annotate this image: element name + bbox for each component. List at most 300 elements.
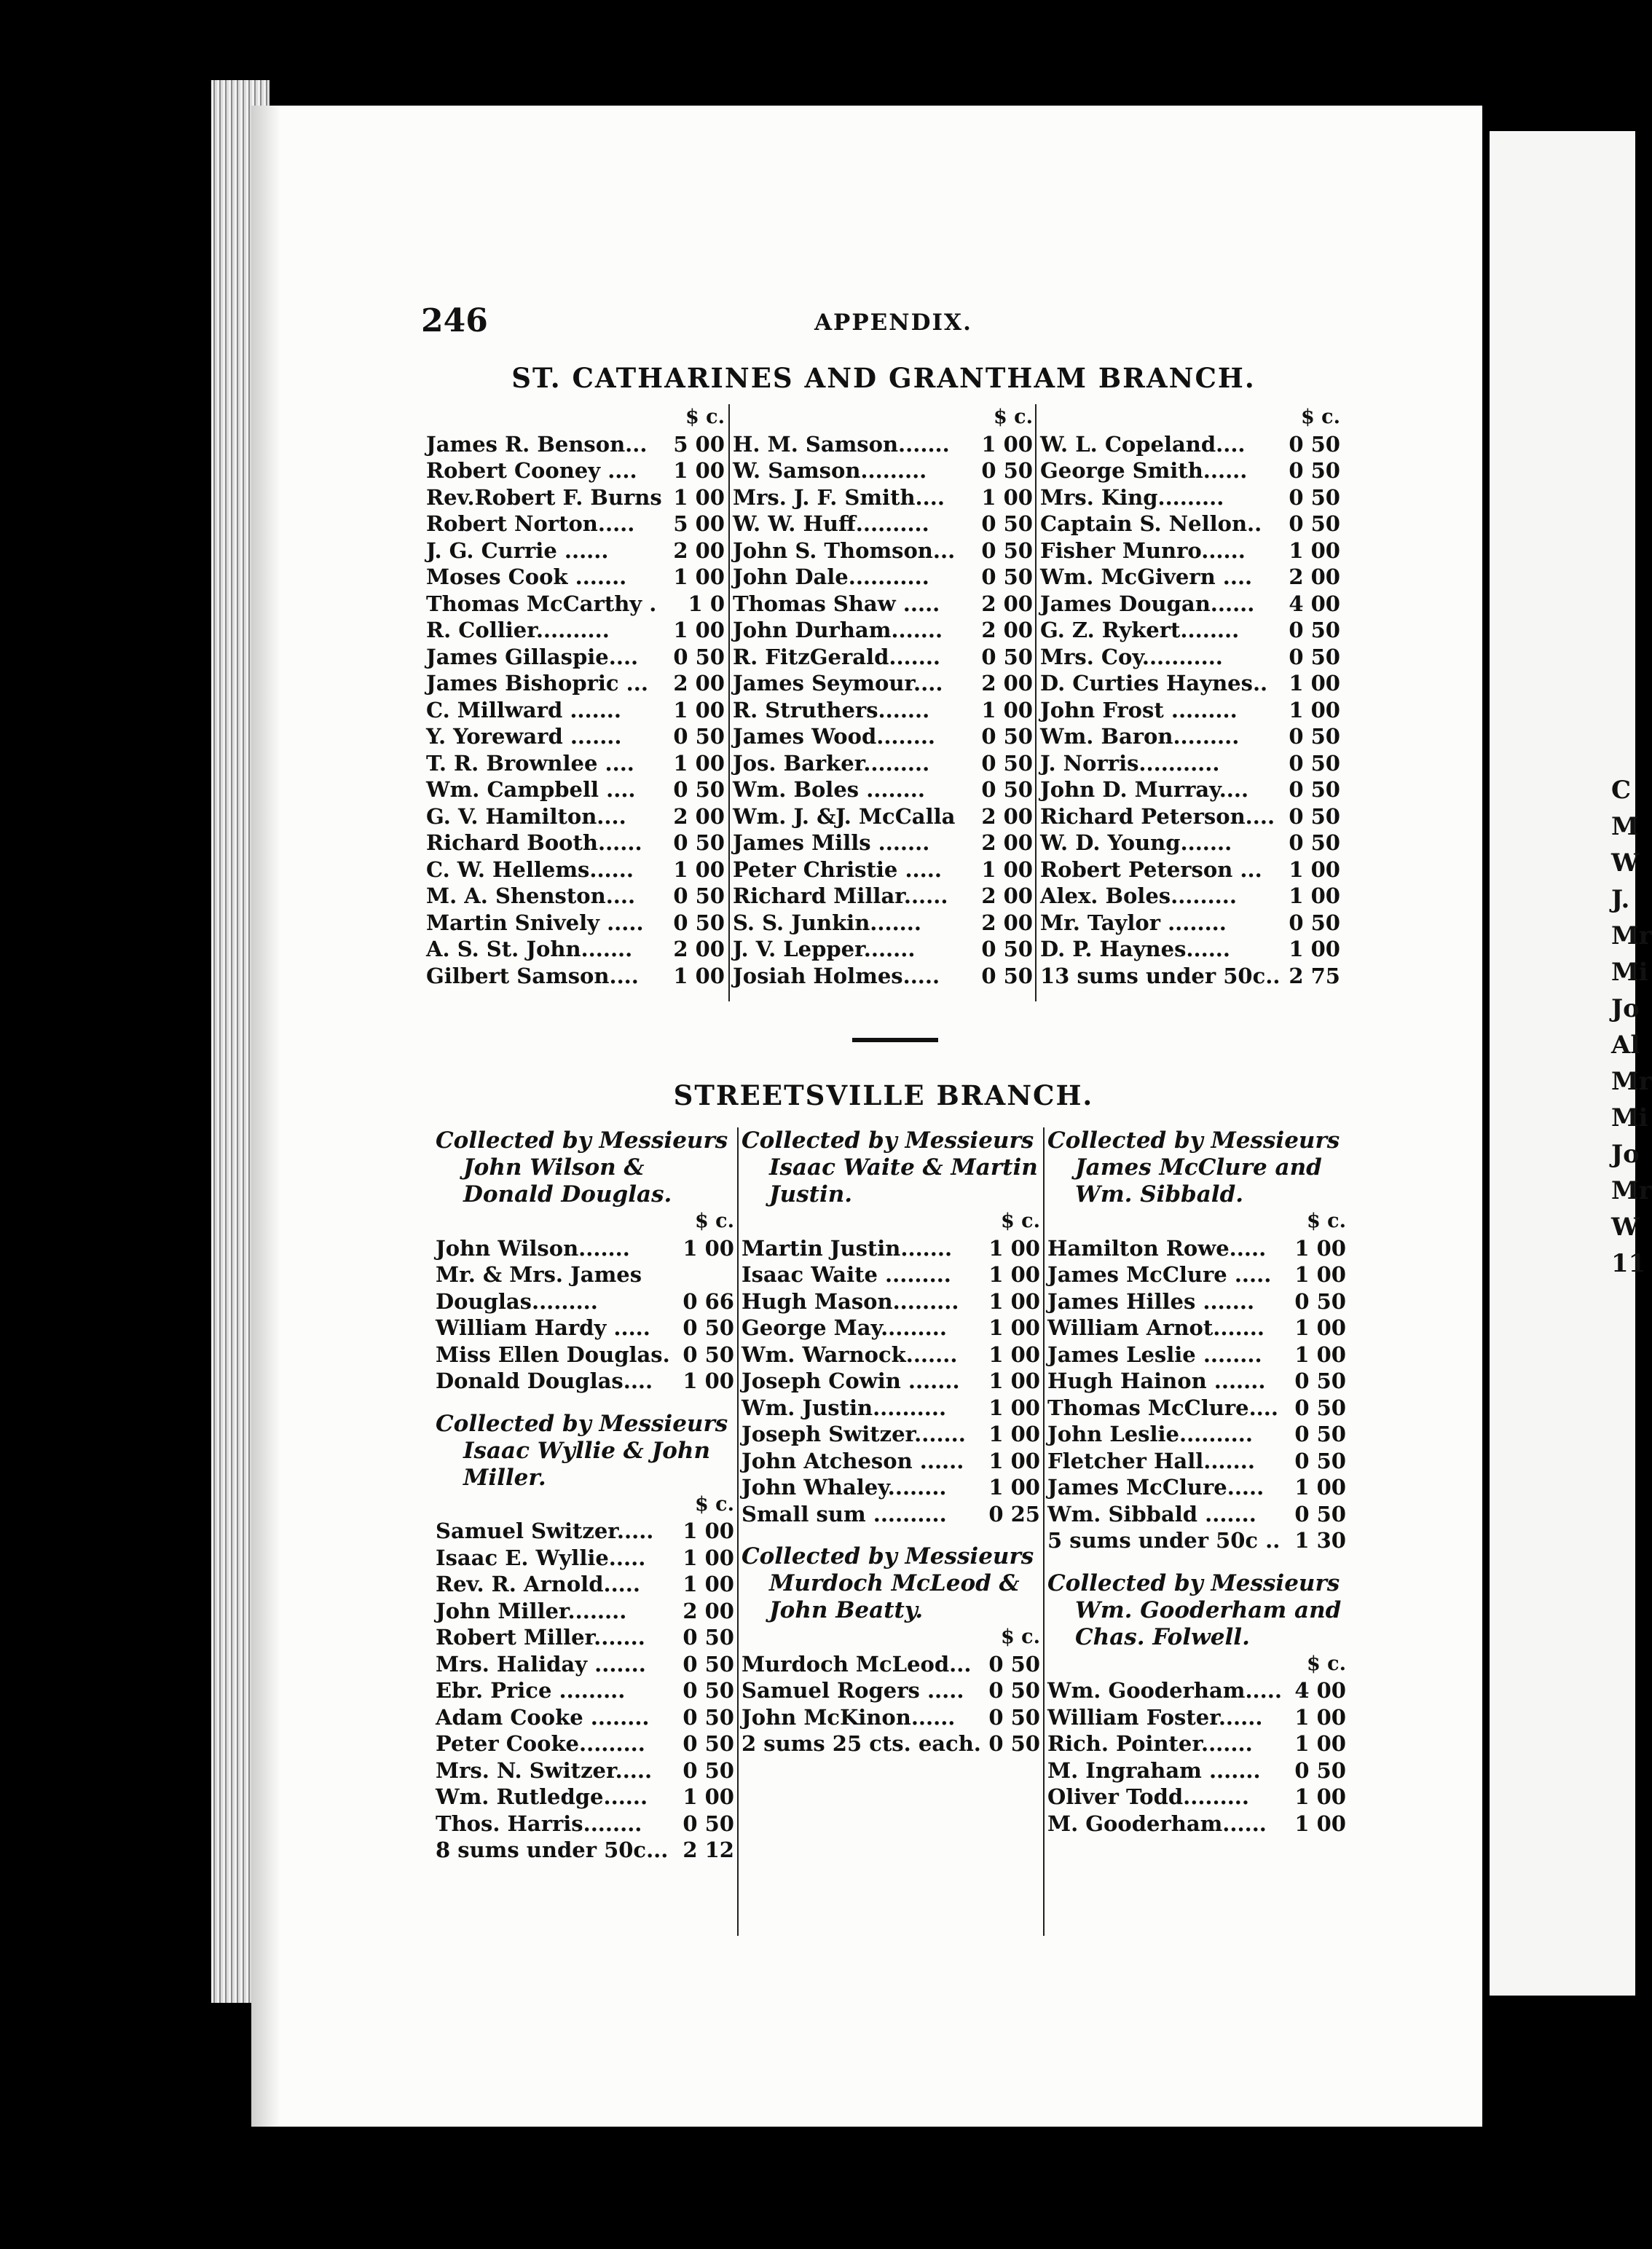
contribution-amount: 1 00 xyxy=(981,431,1033,457)
contributor-name: Peter Christie ..... xyxy=(733,856,942,882)
entry-row xyxy=(742,1421,1040,1448)
contributor-name: James Hilles ....... xyxy=(1047,1288,1255,1314)
contributor-name: Wm. Justin.......... xyxy=(742,1395,947,1420)
entry-row xyxy=(426,803,725,830)
contribution-amount: 2 00 xyxy=(981,830,1033,855)
contribution-amount: 1 00 xyxy=(988,1448,1040,1473)
contribution-amount: 0 50 xyxy=(1289,724,1340,749)
contributor-name: James McClure ..... xyxy=(1047,1262,1272,1287)
entry-row xyxy=(1040,617,1340,644)
contributor-name: Peter Cooke......... xyxy=(436,1731,645,1756)
contributor-name: James Mills ....... xyxy=(733,830,930,855)
group-spacer xyxy=(436,1395,734,1411)
branch1-column-1 xyxy=(426,404,725,989)
amount-unit-label: $ c. xyxy=(1000,1626,1040,1648)
entry-row xyxy=(436,1518,734,1545)
contribution-amount: 0 50 xyxy=(981,777,1033,802)
contributor-name: Y. Yoreward ....... xyxy=(426,724,622,749)
entry-row xyxy=(733,803,1033,830)
entry-row xyxy=(742,1501,1040,1528)
adjacent-page-fragment: Mi xyxy=(1611,958,1648,987)
adjacent-page-fragment: C xyxy=(1611,776,1632,805)
contribution-amount: 0 50 xyxy=(683,1757,734,1783)
entry-row xyxy=(1047,1784,1346,1811)
entry-row xyxy=(742,1395,1040,1422)
contribution-amount xyxy=(669,1261,734,1288)
entry-row xyxy=(742,1342,1040,1368)
entry-row xyxy=(733,484,1033,511)
contributor-name: James Bishopric ... xyxy=(426,671,648,696)
contributor-name: Wm. Sibbald ....... xyxy=(1047,1501,1256,1527)
contributor-name: R. Collier.......... xyxy=(426,618,610,642)
entry-row xyxy=(733,936,1033,963)
contribution-amount: 0 50 xyxy=(1294,1368,1346,1393)
entry-row xyxy=(436,1545,734,1572)
contribution-amount: 0 50 xyxy=(1289,431,1340,457)
contribution-amount: 1 00 xyxy=(1294,1315,1346,1340)
contributor-name: R. Struthers....... xyxy=(733,697,930,722)
contribution-amount: 0 50 xyxy=(988,1704,1040,1730)
contributor-name: W. Samson......... xyxy=(733,458,927,483)
contribution-amount: 1 00 xyxy=(988,1342,1040,1367)
contributor-name: James Dougan...... xyxy=(1040,591,1255,616)
amount-header xyxy=(733,404,1033,431)
entry-row xyxy=(426,936,725,963)
contribution-amount: 1 00 xyxy=(1294,1784,1346,1809)
entry-row xyxy=(426,750,725,777)
entry-row xyxy=(1047,1368,1346,1395)
contributor-name: Captain S. Nellon.. xyxy=(1040,511,1262,536)
contribution-amount: 0 50 xyxy=(981,537,1033,563)
entry-row xyxy=(733,431,1033,458)
entry-row xyxy=(426,776,725,803)
entry-row xyxy=(436,1342,734,1368)
adjacent-page-fragment: 11 xyxy=(1611,1249,1646,1278)
contribution-amount: 1 00 xyxy=(981,697,1033,722)
contributor-name: William Arnot....... xyxy=(1047,1315,1264,1340)
entry-row xyxy=(436,1624,734,1651)
contribution-amount: 0 50 xyxy=(1289,511,1340,536)
entry-row xyxy=(1047,1677,1346,1704)
running-header xyxy=(421,302,1346,346)
contributor-name: W. L. Copeland.... xyxy=(1040,431,1246,457)
entry-row xyxy=(733,697,1033,724)
entry-row xyxy=(436,1261,734,1288)
entry-row xyxy=(436,1315,734,1342)
contribution-amount: 1 00 xyxy=(1289,937,1340,961)
contribution-amount: 0 50 xyxy=(683,1315,734,1340)
entry-row xyxy=(426,484,725,511)
entry-row xyxy=(436,1784,734,1811)
contributor-name: Ebr. Price ......... xyxy=(436,1678,626,1703)
contribution-amount: 2 00 xyxy=(981,671,1033,696)
amount-header xyxy=(1047,1651,1346,1678)
contribution-amount: 1 00 xyxy=(673,856,725,882)
contribution-amount: 1 00 xyxy=(1294,1704,1346,1730)
amount-unit-label: $ c. xyxy=(1306,1210,1346,1232)
contributor-name: T. R. Brownlee .... xyxy=(426,750,634,776)
contribution-amount: 0 50 xyxy=(1289,777,1340,802)
adjacent-page-fragment: Jo xyxy=(1611,994,1640,1023)
entry-row xyxy=(733,723,1033,750)
contribution-amount: 1 00 xyxy=(1294,1235,1346,1261)
group-spacer xyxy=(1047,1554,1346,1570)
adjacent-page-fragment: M xyxy=(1611,812,1639,841)
contribution-amount: 1 00 xyxy=(683,1368,734,1393)
contribution-amount: 1 00 xyxy=(1289,883,1340,908)
entry-row xyxy=(1040,883,1340,910)
contribution-amount: 1 00 xyxy=(1289,537,1340,563)
entry-row xyxy=(733,963,1033,990)
contributor-name: Richard Millar...... xyxy=(733,883,948,908)
entry-row xyxy=(1047,1261,1346,1288)
contributor-name: Hamilton Rowe..... xyxy=(1047,1235,1267,1261)
contributor-name: R. FitzGerald....... xyxy=(733,644,941,669)
contributor-name: Robert Miller....... xyxy=(436,1625,645,1650)
entry-row xyxy=(733,883,1033,910)
contributor-name: John D. Murray.... xyxy=(1040,777,1249,802)
adjacent-page-fragment: Mi xyxy=(1611,1103,1648,1133)
contribution-amount: 1 00 xyxy=(683,1784,734,1809)
contribution-amount: 0 50 xyxy=(1289,803,1340,829)
adjacent-page-fragment: Mr xyxy=(1611,1067,1652,1096)
contributor-name: John McKinon...... xyxy=(742,1704,956,1730)
contribution-amount: 1 00 xyxy=(673,750,725,776)
contributor-name: Wm. McGivern .... xyxy=(1040,564,1253,589)
entry-row xyxy=(733,670,1033,697)
entry-row xyxy=(1040,537,1340,564)
contributor-name: Alex. Boles......... xyxy=(1040,883,1237,908)
contribution-amount: 1 30 xyxy=(1294,1528,1346,1553)
contribution-amount: 1 00 xyxy=(1294,1475,1346,1500)
branch2-column-2 xyxy=(742,1127,1040,1757)
contribution-amount: 2 00 xyxy=(981,618,1033,642)
contributor-name: Fletcher Hall....... xyxy=(1047,1448,1255,1473)
contribution-amount: 0 50 xyxy=(988,1678,1040,1703)
entry-row xyxy=(1040,910,1340,937)
entry-row xyxy=(1040,564,1340,591)
contribution-amount: 0 50 xyxy=(1289,830,1340,855)
contribution-amount: 1 00 xyxy=(1294,1342,1346,1367)
contributor-name: M. A. Shenston.... xyxy=(426,883,636,908)
contribution-amount: 1 00 xyxy=(1294,1731,1346,1756)
contributor-name: Wm. Campbell .... xyxy=(426,777,636,802)
contributor-name: 2 sums 25 cts. each. xyxy=(742,1731,981,1756)
contribution-amount: 0 50 xyxy=(673,777,725,802)
contributor-name: Wm. Warnock....... xyxy=(742,1342,958,1367)
contribution-amount: 1 00 xyxy=(988,1475,1040,1500)
contributor-name: Fisher Munro...... xyxy=(1040,537,1246,563)
entry-row xyxy=(1047,1730,1346,1757)
contributor-name: C. W. Hellems...... xyxy=(426,856,634,882)
contribution-amount: 0 50 xyxy=(1289,458,1340,483)
entry-row xyxy=(1040,457,1340,484)
adjacent-page-fragment: Mr xyxy=(1611,921,1652,950)
contributor-name: Douglas......... xyxy=(436,1288,598,1314)
contribution-amount: 0 50 xyxy=(683,1731,734,1756)
entry-row xyxy=(742,1368,1040,1395)
entry-row xyxy=(742,1315,1040,1342)
entry-row xyxy=(733,644,1033,671)
collector-heading: Collected by Messieurs Murdoch McLeod & John Beatty. xyxy=(742,1543,1034,1623)
entry-row xyxy=(426,670,725,697)
contributor-name: James Gillaspie.... xyxy=(426,644,639,669)
entry-row xyxy=(436,1757,734,1784)
contribution-amount: 2 00 xyxy=(981,883,1033,908)
adjacent-page-fragment: W xyxy=(1611,848,1640,878)
contribution-amount: 1 00 xyxy=(683,1545,734,1570)
contribution-amount: 2 00 xyxy=(673,537,725,563)
collector-heading: Collected by Messieurs Isaac Wyllie & John Miller. xyxy=(436,1410,728,1491)
entry-row xyxy=(1040,830,1340,856)
adjacent-page-fragment: W xyxy=(1611,1213,1640,1242)
contributor-name: Isaac Waite ......... xyxy=(742,1262,951,1287)
contributor-name: Moses Cook ....... xyxy=(426,564,627,589)
contribution-amount: 1 00 xyxy=(673,963,725,988)
contributor-name: Rich. Pointer....... xyxy=(1047,1731,1253,1756)
entry-row xyxy=(1047,1474,1346,1501)
amount-unit-label: $ c. xyxy=(685,406,725,428)
contribution-amount: 5 00 xyxy=(673,431,725,457)
amount-header xyxy=(436,1208,734,1235)
contributor-name: James R. Benson... xyxy=(426,431,648,457)
contributor-name: Small sum .......... xyxy=(742,1501,947,1527)
contributor-name: John Whaley........ xyxy=(742,1475,947,1500)
contributor-name: Thomas McClure.... xyxy=(1047,1395,1278,1420)
entry-row xyxy=(1047,1395,1346,1422)
contributor-name: Thomas McCarthy . xyxy=(426,591,657,616)
entry-row xyxy=(742,1651,1040,1678)
entry-row xyxy=(436,1677,734,1704)
contribution-amount: 1 00 xyxy=(673,458,725,483)
contribution-amount: 2 75 xyxy=(1289,963,1340,988)
contribution-amount: 0 50 xyxy=(1289,910,1340,935)
entry-row xyxy=(733,856,1033,883)
contributor-name: Mrs. J. F. Smith.... xyxy=(733,484,945,510)
contributor-name: Mr. & Mrs. James xyxy=(436,1262,642,1287)
contribution-amount: 4 00 xyxy=(1294,1678,1346,1703)
entry-row xyxy=(1040,936,1340,963)
contribution-amount: 1 00 xyxy=(683,1572,734,1596)
contribution-amount: 2 00 xyxy=(981,591,1033,616)
contributor-name: Wm. Baron......... xyxy=(1040,724,1240,749)
contributor-name: D. Curties Haynes.. xyxy=(1040,671,1268,696)
entry-row xyxy=(436,1704,734,1731)
entry-row xyxy=(436,1235,734,1262)
contribution-amount: 1 00 xyxy=(1289,697,1340,722)
contribution-amount: 1 00 xyxy=(988,1422,1040,1446)
entry-row xyxy=(733,457,1033,484)
contributor-name: Josiah Holmes..... xyxy=(733,963,940,988)
contribution-amount: 0 50 xyxy=(1294,1501,1346,1527)
contribution-amount: 2 00 xyxy=(1289,564,1340,589)
contributor-name: Thomas Shaw ..... xyxy=(733,591,940,616)
entry-row xyxy=(1040,963,1340,990)
column-divider xyxy=(1035,404,1037,1001)
contributor-name: Jos. Barker......... xyxy=(733,750,930,776)
contributor-name: G. V. Hamilton.... xyxy=(426,803,626,829)
contributor-name: Richard Peterson.... xyxy=(1040,803,1275,829)
contributor-name: John Miller........ xyxy=(436,1598,627,1623)
entry-row xyxy=(426,564,725,591)
contribution-amount: 0 50 xyxy=(981,963,1033,988)
contributor-name: Robert Peterson ... xyxy=(1040,856,1262,882)
amount-header xyxy=(742,1624,1040,1651)
entry-row xyxy=(426,830,725,856)
entry-row xyxy=(1040,697,1340,724)
contribution-amount: 0 66 xyxy=(683,1288,734,1314)
contributor-name: 5 sums under 50c .. xyxy=(1047,1528,1281,1553)
entry-row xyxy=(1040,856,1340,883)
contributor-name: Richard Booth...... xyxy=(426,830,642,855)
contributor-name: Martin Snively ..... xyxy=(426,910,644,935)
entry-row xyxy=(1040,431,1340,458)
entry-row xyxy=(426,697,725,724)
contributor-name: George Smith...... xyxy=(1040,458,1248,483)
contribution-amount: 1 00 xyxy=(683,1235,734,1261)
entry-row xyxy=(426,617,725,644)
contributor-name: Mrs. King......... xyxy=(1040,484,1224,510)
contribution-amount: 0 50 xyxy=(683,1704,734,1730)
contribution-amount: 0 50 xyxy=(1294,1448,1346,1473)
contributor-name: Miss Ellen Douglas. xyxy=(436,1342,670,1367)
contributor-name: J. G. Currie ...... xyxy=(426,537,609,563)
entry-row xyxy=(742,1261,1040,1288)
branch-title-st-catharines: ST. CATHARINES AND GRANTHAM BRANCH. xyxy=(511,362,1256,394)
entry-row xyxy=(426,883,725,910)
contribution-amount: 1 00 xyxy=(673,618,725,642)
contributor-name: Donald Douglas.... xyxy=(436,1368,653,1393)
contributor-name: C. Millward ....... xyxy=(426,697,621,722)
contribution-amount: 0 50 xyxy=(1289,618,1340,642)
contribution-amount: 0 50 xyxy=(1294,1288,1346,1314)
contributor-name: John Dale........... xyxy=(733,564,929,589)
contribution-amount: 0 50 xyxy=(981,564,1033,589)
contribution-amount: 0 50 xyxy=(981,937,1033,961)
contributor-name: Mrs. N. Switzer..... xyxy=(436,1757,653,1783)
entry-row xyxy=(742,1730,1040,1757)
contributor-name: George May......... xyxy=(742,1315,947,1340)
contributor-name: John Frost ......... xyxy=(1040,697,1238,722)
contributor-name: John Leslie.......... xyxy=(1047,1422,1253,1446)
contribution-amount: 0 25 xyxy=(988,1501,1040,1527)
contribution-amount: 0 50 xyxy=(981,644,1033,669)
contribution-amount: 0 50 xyxy=(683,1811,734,1836)
adjacent-page-fragment: Mr xyxy=(1611,1176,1652,1205)
contribution-amount: 1 00 xyxy=(981,856,1033,882)
entry-row xyxy=(426,856,725,883)
contribution-amount: 0 50 xyxy=(988,1731,1040,1756)
contribution-amount: 0 50 xyxy=(683,1651,734,1677)
contribution-amount: 1 00 xyxy=(1289,671,1340,696)
entry-row xyxy=(733,617,1033,644)
adjacent-page-fragment: J. xyxy=(1611,885,1630,914)
entry-row xyxy=(1047,1757,1346,1784)
contributor-name: 8 sums under 50c... xyxy=(436,1838,669,1862)
amount-unit-label: $ c. xyxy=(1306,1652,1346,1675)
entry-row xyxy=(1047,1501,1346,1528)
entry-row xyxy=(733,537,1033,564)
contribution-amount: 4 00 xyxy=(1289,591,1340,616)
contributor-name: James McClure..... xyxy=(1047,1475,1264,1500)
contributor-name: William Hardy ..... xyxy=(436,1315,650,1340)
amount-header xyxy=(436,1492,734,1519)
entry-row xyxy=(1047,1342,1346,1368)
contribution-amount: 1 00 xyxy=(673,484,725,510)
amount-unit-label: $ c. xyxy=(1300,406,1340,428)
column-divider xyxy=(728,404,730,1001)
contributor-name: Wm. J. &J. McCalla xyxy=(733,803,956,829)
contribution-amount: 1 00 xyxy=(988,1262,1040,1287)
contribution-amount: 0 50 xyxy=(1294,1395,1346,1420)
contributor-name: John S. Thomson... xyxy=(733,537,956,563)
entry-row xyxy=(436,1368,734,1395)
contribution-amount: 0 50 xyxy=(1289,644,1340,669)
contributor-name: Thos. Harris........ xyxy=(436,1811,642,1836)
contribution-amount: 1 0 xyxy=(688,591,725,616)
contribution-amount: 0 50 xyxy=(673,724,725,749)
contributor-name: Rev.Robert F. Burns xyxy=(426,484,662,510)
amount-header xyxy=(742,1208,1040,1235)
entry-row xyxy=(1047,1448,1346,1475)
entry-row xyxy=(1040,591,1340,618)
amount-unit-label: $ c. xyxy=(1000,1210,1040,1232)
contributor-name: James Seymour.... xyxy=(733,671,943,696)
collector-heading: Collected by Messieurs James McClure and Wm. Sibbald. xyxy=(1047,1127,1340,1208)
contribution-amount: 0 50 xyxy=(673,910,725,935)
contribution-amount: 1 00 xyxy=(673,564,725,589)
entry-row xyxy=(1040,750,1340,777)
section-rule xyxy=(852,1038,938,1042)
entry-row xyxy=(426,723,725,750)
page-gutter-shadow xyxy=(251,106,280,2127)
entry-row xyxy=(1040,803,1340,830)
contributor-name: Rev. R. Arnold..... xyxy=(436,1572,640,1596)
contributor-name: J. Norris........... xyxy=(1040,750,1220,776)
entry-row xyxy=(426,457,725,484)
contribution-amount: 2 00 xyxy=(683,1598,734,1623)
contributor-name: Robert Norton..... xyxy=(426,511,635,536)
contribution-amount: 0 50 xyxy=(683,1678,734,1703)
contribution-amount: 2 00 xyxy=(673,671,725,696)
contributor-name: M. Ingraham ....... xyxy=(1047,1757,1261,1783)
amount-header xyxy=(426,404,725,431)
entry-row xyxy=(733,511,1033,537)
entry-row xyxy=(436,1811,734,1838)
contribution-amount: 2 00 xyxy=(981,910,1033,935)
amount-unit-label: $ c. xyxy=(694,1492,734,1516)
entry-row xyxy=(426,591,725,618)
entry-row xyxy=(436,1571,734,1598)
collector-heading: Collected by Messieurs John Wilson & Donald Douglas. xyxy=(436,1127,728,1208)
contributor-name: Samuel Rogers ..... xyxy=(742,1678,964,1703)
contribution-amount: 0 50 xyxy=(981,750,1033,776)
contribution-amount: 0 50 xyxy=(988,1651,1040,1677)
contributor-name: Hugh Mason......... xyxy=(742,1288,959,1314)
entry-row xyxy=(742,1448,1040,1475)
entry-row xyxy=(426,537,725,564)
amount-header xyxy=(1040,404,1340,431)
contributor-name: Joseph Switzer....... xyxy=(742,1422,966,1446)
contribution-amount: 0 50 xyxy=(673,644,725,669)
entry-row xyxy=(742,1235,1040,1262)
entry-row xyxy=(426,963,725,990)
amount-header xyxy=(1047,1208,1346,1235)
group-spacer xyxy=(742,1527,1040,1543)
contributor-name: Wm. Boles ........ xyxy=(733,777,925,802)
entry-row xyxy=(426,511,725,537)
contribution-amount: 0 50 xyxy=(683,1342,734,1367)
